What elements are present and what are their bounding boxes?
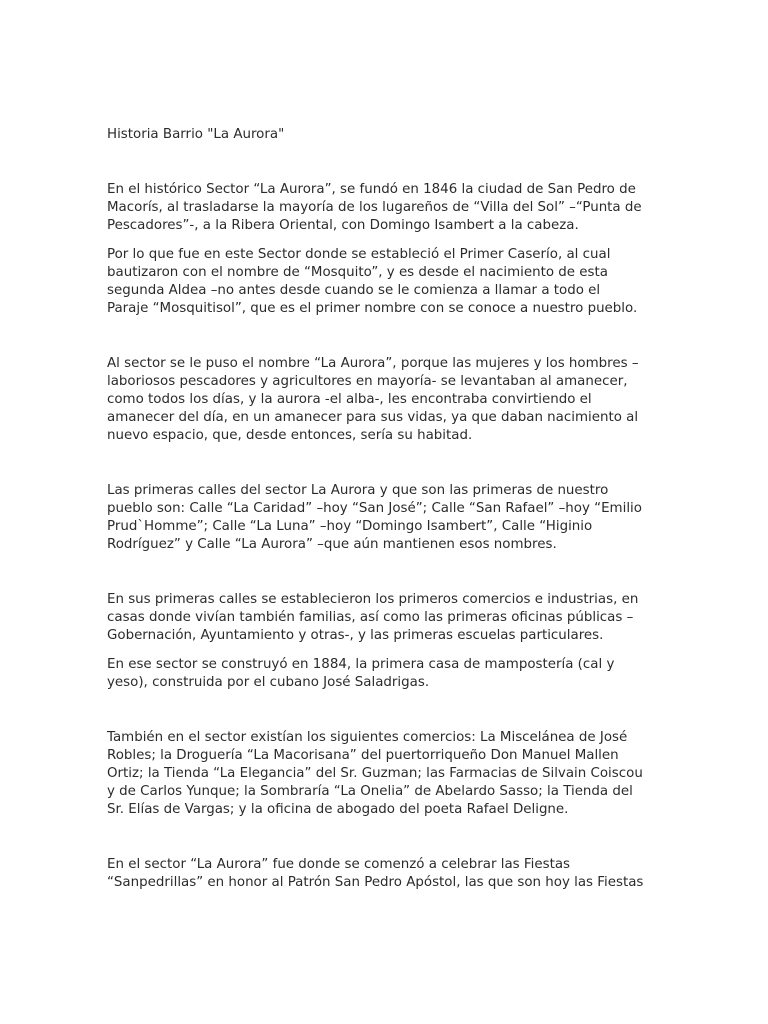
- document-page: [107, 126, 662, 892]
- paragraph-first-commerce: En sus primeras calles se establecieron los primeros comercios e industrias, en casas donde vivían también familias, así como las primeras oficinas públicas – Gobernación, Ayuntamiento y otras-, y las primeras escuelas particulares.: [107, 592, 639, 643]
- paragraph-name-origin: Al sector se le puso el nombre “La Aurora”, porque las mujeres y los hombres – laboriosos pescadores y agricultores en mayoría- se levantaban al amanecer, como todos los días, y la aurora -el alba-, les encontraba convirtiendo el amanecer del día, en un amanecer para sus vidas, ya que daban nacimiento al nuevo espacio, que, desde entonces, sería su habitad.: [107, 356, 639, 443]
- paragraph-fiestas: En el sector “La Aurora” fue donde se comenzó a celebrar las Fiestas “Sanpedrillas” en honor al Patrón San Pedro Apóstol, las que son hoy las Fiestas: [107, 857, 644, 890]
- paragraph-businesses: También en el sector existían los siguientes comercios: La Miscelánea de José Robles; la Droguería “La Macorisana” del puertorriqueño Don Manuel Mallen Ortiz; la Tienda “La Elegancia” del Sr. Guzman; las Farmacias de Silvain Coiscou y de Carlos Yunque; la Sombraría “La Onelia” de Abelardo Sasso; la Tienda del Sr. Elías de Vargas; y la oficina de abogado del poeta Rafael Deligne.: [107, 730, 643, 817]
- paragraph-first-masonry-house: En ese sector se construyó en 1884, la primera casa de mampostería (cal y yeso), construida por el cubano José Saladrigas.: [107, 657, 615, 690]
- document-title: Historia Barrio "La Aurora": [107, 127, 285, 142]
- paragraph-first-streets: Las primeras calles del sector La Aurora y que son las primeras de nuestro pueblo son: Calle “La Caridad” –hoy “San José”; Calle “San Rafael” –hoy “Emilio Prud`Homme”; Calle “La Luna” –hoy “Domingo Isambert”, Calle “Higinio Rodríguez” y Calle “La Aurora” –que aún mantienen esos nombres.: [107, 483, 642, 552]
- paragraph-first-caserio: Por lo que fue en este Sector donde se estableció el Primer Caserío, al cual bautizaron con el nombre de “Mosquito”, y es desde el nacimiento de esta segunda Aldea –no antes desde cuando se le comienza a llamar a todo el Paraje “Mosquitisol”, que es el primer nombre con se conoce a nuestro pueblo.: [107, 247, 638, 316]
- paragraph-founding: En el histórico Sector “La Aurora”, se fundó en 1846 la ciudad de San Pedro de Macorís, al trasladarse la mayoría de los lugareños de “Villa del Sol” –“Punta de Pescadores”-, a la Ribera Oriental, con Domingo Isambert a la cabeza.: [107, 182, 642, 233]
